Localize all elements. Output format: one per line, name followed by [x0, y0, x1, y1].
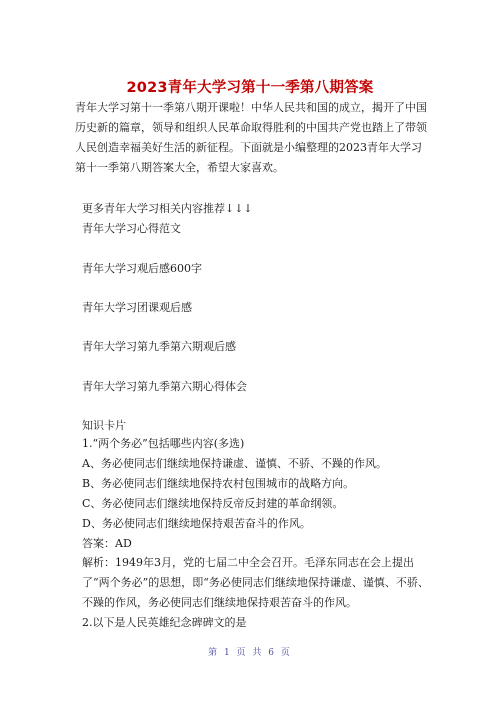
question-1: 1.“两个务必”包括哪些内容(多选) [82, 437, 245, 450]
recommend-heading: 更多青年大学习相关内容推荐↓↓↓ [82, 202, 253, 215]
knowledge-card-heading: 知识卡片 [82, 419, 126, 432]
related-link[interactable]: 青年大学习观后感600字 [82, 262, 202, 275]
related-link[interactable]: 青年大学习心得范文 [82, 222, 181, 235]
question-2: 2.以下是人民英雄纪念碑碑文的是 [82, 616, 247, 629]
intro-paragraph: 青年大学习第十一季第八期开课啦！中华人民共和国的成立，揭开了中国历史新的篇章，领导和组织人民革命取得胜利的中国共产党也踏上了带领人民创造幸福美好生活的新征程。下面就是小编整理的2023青年大学习第十一季第八期答案大全，希望大家喜欢。 [75, 101, 427, 174]
question-1-option-b: B、务必使同志们继续地保持农村包围城市的战略方向。 [82, 477, 355, 490]
related-link[interactable]: 青年大学习第九季第六期观后感 [82, 340, 236, 353]
document-title: 2023青年大学习第十一季第八期答案 [126, 80, 374, 96]
page-number-footer: 第 1 页 共 6 页 [208, 648, 292, 658]
question-1-option-d: D、务必使同志们继续地保持艰苦奋斗的作风。 [82, 517, 311, 530]
question-1-answer: 答案：AD [82, 537, 132, 550]
question-1-explanation: 解析：1949年3月，党的七届二中全会召开。毛泽东同志在会上提出了“两个务必”的思想，即“务必使同志们继续地保持谦虚、谨慎、不骄、不躁的作风，务必使同志们继续地保持艰苦奋斗的作风。 [82, 556, 429, 609]
related-link[interactable]: 青年大学习团课观后感 [82, 301, 192, 314]
related-link[interactable]: 青年大学习第九季第六期心得体会 [82, 380, 247, 393]
question-1-option-a: A、务必使同志们继续地保持谦虚、谨慎、不骄、不躁的作风。 [82, 457, 387, 470]
question-1-option-c: C、务必使同志们继续地保持反帝反封建的革命纲领。 [82, 497, 344, 510]
